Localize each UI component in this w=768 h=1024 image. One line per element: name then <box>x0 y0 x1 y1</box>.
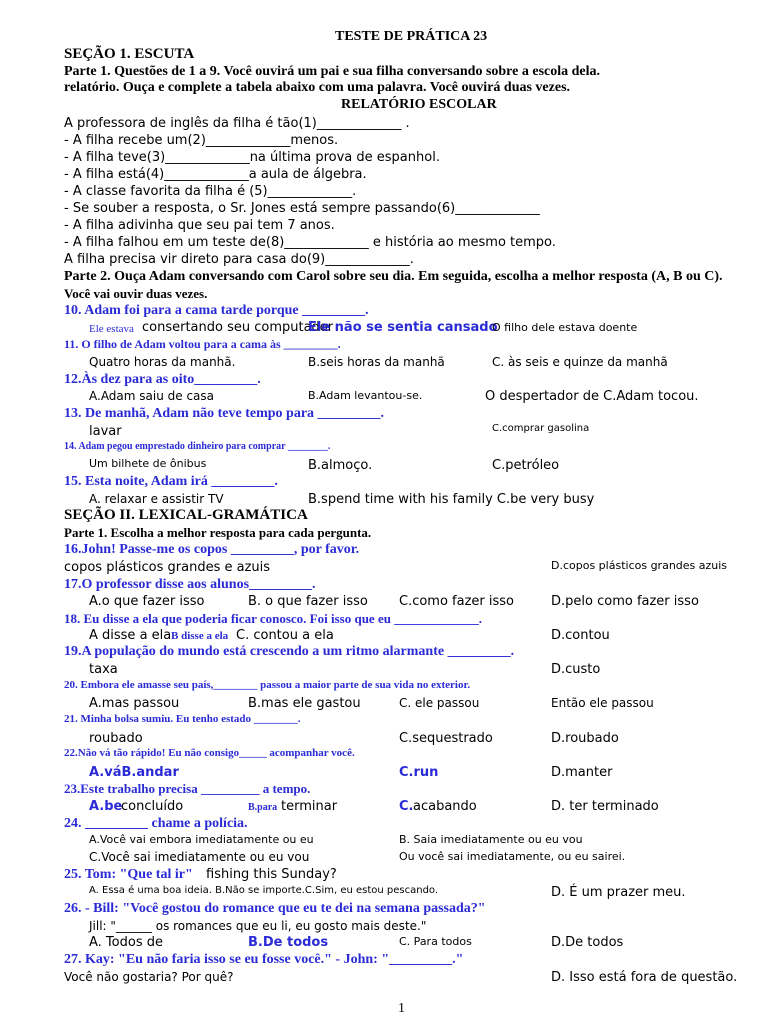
q10-option-a-prefix: Ele estava <box>89 323 134 335</box>
section-2-heading: SEÇÃO II. LEXICAL-GRAMÁTICA <box>64 507 308 523</box>
q24-option-c: C.Você sai imediatamente ou eu vou <box>89 850 310 864</box>
q11-option-c: C. às seis e quinze da manhã <box>492 355 668 369</box>
part2-instructions-line2: Você vai ouvir duas vezes. <box>64 286 208 301</box>
q20-option-b: B.mas ele gastou <box>248 696 361 711</box>
section-1-heading: SEÇÃO 1. ESCUTA <box>64 46 195 62</box>
q20-option-c: C. ele passou <box>399 696 480 710</box>
q16-option-d: D.copos plásticos grandes azuis <box>551 559 728 572</box>
q24-option-d: Ou você sai imediatamente, ou eu sairei. <box>399 850 626 863</box>
q22-option-ab: A.váB.andar <box>89 765 179 780</box>
q21-option-d: D.roubado <box>551 731 619 746</box>
question-23: 23.Este trabalho precisa _________ a tempo. <box>64 781 311 796</box>
q23-option-a: concluído <box>121 799 184 814</box>
q12-option-c: O despertador de C.Adam tocou. <box>485 389 699 404</box>
q26-option-b: B.De todos <box>248 935 329 950</box>
q19-option-a: taxa <box>89 662 118 677</box>
q21-option-c: C.sequestrado <box>399 731 493 746</box>
q11-option-a: Quatro horas da manhã. <box>89 355 236 369</box>
q26-option-d: D.De todos <box>551 935 624 950</box>
q18-option-a: A disse a ela <box>89 628 172 643</box>
report-line-9: A filha precisa vir direto para casa do(9)_____________. <box>64 252 414 267</box>
page-title: TESTE DE PRÁTICA 23 <box>335 29 488 44</box>
report-line-1: A professora de inglês da filha é tão(1)_____________ . <box>64 116 410 131</box>
q14-option-b: B.almoço. <box>308 458 373 473</box>
question-21: 21. Minha bolsa sumiu. Eu tenho estado ________. <box>64 713 301 725</box>
question-25-rest: fishing this Sunday? <box>206 867 337 882</box>
q20-option-d: Então ele passou <box>551 696 654 710</box>
q17-option-d: D.pelo como fazer isso <box>551 594 699 609</box>
q10-option-b: Ele não se sentia cansado <box>308 320 498 335</box>
q14-option-a: Um bilhete de ônibus <box>89 457 207 470</box>
question-27: 27. Kay: "Eu não faria isso se eu fosse você." - John: "_________." <box>64 952 464 967</box>
question-25-label: 25. Tom: "Que tal ir" <box>64 867 193 882</box>
q26-option-c: C. Para todos <box>399 935 472 948</box>
question-16: 16.John! Passe-me os copos _________, por favor. <box>64 542 360 557</box>
q17-option-a: A.o que fazer isso <box>89 594 205 609</box>
q17-option-c: C.como fazer isso <box>399 594 515 609</box>
report-line-6: - Se souber a resposta, o Sr. Jones está sempre passando(6)_____________ <box>64 201 540 216</box>
question-20: 20. Embora ele amasse seu país,________ passou a maior parte de sua vida no exterior. <box>64 679 471 691</box>
q10-option-a: consertando seu computador <box>142 320 334 335</box>
report-line-4: - A filha está(4)_____________a aula de álgebra. <box>64 167 367 182</box>
question-15: 15. Esta noite, Adam irá _________. <box>64 474 278 489</box>
question-10: 10. Adam foi para a cama tarde porque _________. <box>64 303 369 318</box>
report-line-2: - A filha recebe um(2)_____________menos. <box>64 133 339 148</box>
q16-option-a: copos plásticos grandes e azuis <box>64 560 271 575</box>
question-14: 14. Adam pegou emprestado dinheiro para comprar ________. <box>64 441 331 452</box>
q23-option-c-prefix: C. <box>399 799 414 814</box>
q21-option-a: roubado <box>89 731 143 746</box>
question-22: 22.Não vá tão rápido! Eu não consigo_____ acompanhar você. <box>64 747 355 759</box>
report-line-5: - A classe favorita da filha é (5)_____________. <box>64 184 357 199</box>
q12-option-a: A.Adam saiu de casa <box>89 389 215 403</box>
q24-option-a: A.Você vai embora imediatamente ou eu <box>89 833 314 846</box>
question-24: 24. _________ chame a polícia. <box>64 816 248 831</box>
question-13: 13. De manhã, Adam não teve tempo para _________. <box>64 406 385 421</box>
q13-option-a: lavar <box>89 424 122 439</box>
q27-option-a: Você não gostaria? Por quê? <box>64 970 234 984</box>
q23-option-b-prefix: B.para <box>248 802 278 813</box>
question-18: 18. Eu disse a ela que poderia ficar conosco. Foi isso que eu _____________. <box>64 611 482 626</box>
question-11: 11. O filho de Adam voltou para a cama às _________. <box>64 337 341 351</box>
q15-option-a: A. relaxar e assistir TV <box>89 492 224 506</box>
q22-option-c: C.run <box>399 765 439 780</box>
q23-option-c: acabando <box>413 799 477 814</box>
section-2-part1-instructions: Parte 1. Escolha a melhor resposta para cada pergunta. <box>64 525 372 540</box>
q18-option-b: B disse a ela <box>171 630 229 642</box>
q18-option-d: D.contou <box>551 628 610 643</box>
q18-option-c: C. contou a ela <box>236 628 334 643</box>
q26-option-a: A. Todos de <box>89 935 163 950</box>
part2-instructions-line1: Parte 2. Ouça Adam conversando com Carol sobre seu dia. Em seguida, escolha a melhor resposta (A, B ou C). <box>64 269 723 284</box>
question-17: 17.O professor disse aos alunos_________. <box>64 577 316 592</box>
q23-option-a-prefix: A.be <box>89 799 123 814</box>
part1-instructions-line2: relatório. Ouça e complete a tabela abaixo com uma palavra. Você ouvirá duas vezes. <box>64 80 571 95</box>
q26-jill-line: Jill: "______ os romances que eu li, eu gosto mais deste." <box>89 919 427 933</box>
q23-option-b: terminar <box>281 799 338 814</box>
q19-option-d: D.custo <box>551 662 601 677</box>
report-line-8: - A filha falhou em um teste de(8)_____________ e história ao mesmo tempo. <box>64 235 556 250</box>
part1-instructions-line1: Parte 1. Questões de 1 a 9. Você ouvirá um pai e sua filha conversando sobre a escola dela. <box>64 64 601 79</box>
q20-option-a: A.mas passou <box>89 696 180 711</box>
q10-option-c: O filho dele estava doente <box>492 321 638 334</box>
q22-option-d: D.manter <box>551 765 613 780</box>
q13-option-c: C.comprar gasolina <box>492 423 590 434</box>
q24-option-b: B. Saia imediatamente ou eu vou <box>399 833 583 846</box>
q25-options-abc: A. Essa é uma boa ideia. B.Não se importe.C.Sim, eu estou pescando. <box>89 885 439 896</box>
q27-option-d: D. Isso está fora de questão. <box>551 970 738 985</box>
q15-option-bc: B.spend time with his family C.be very busy <box>308 492 595 507</box>
q23-option-d: D. ter terminado <box>551 799 659 814</box>
q17-option-b: B. o que fazer isso <box>248 594 368 609</box>
q25-option-d: D. É um prazer meu. <box>551 885 686 900</box>
question-12: 12.Às dez para as oito_________. <box>64 372 261 387</box>
question-26: 26. - Bill: "Você gostou do romance que eu te dei na semana passada?" <box>64 901 486 916</box>
report-line-7: - A filha adivinha que seu pai tem 7 anos. <box>64 218 335 233</box>
report-title: RELATÓRIO ESCOLAR <box>341 97 497 112</box>
report-line-3: - A filha teve(3)_____________na última prova de espanhol. <box>64 150 440 165</box>
q14-option-c: C.petróleo <box>492 458 560 473</box>
page-number: 1 <box>398 1001 405 1016</box>
question-19: 19.A população do mundo está crescendo a um ritmo alarmante _________. <box>64 644 515 659</box>
q12-option-b: B.Adam levantou-se. <box>308 389 423 402</box>
q11-option-b: B.seis horas da manhã <box>308 355 445 369</box>
